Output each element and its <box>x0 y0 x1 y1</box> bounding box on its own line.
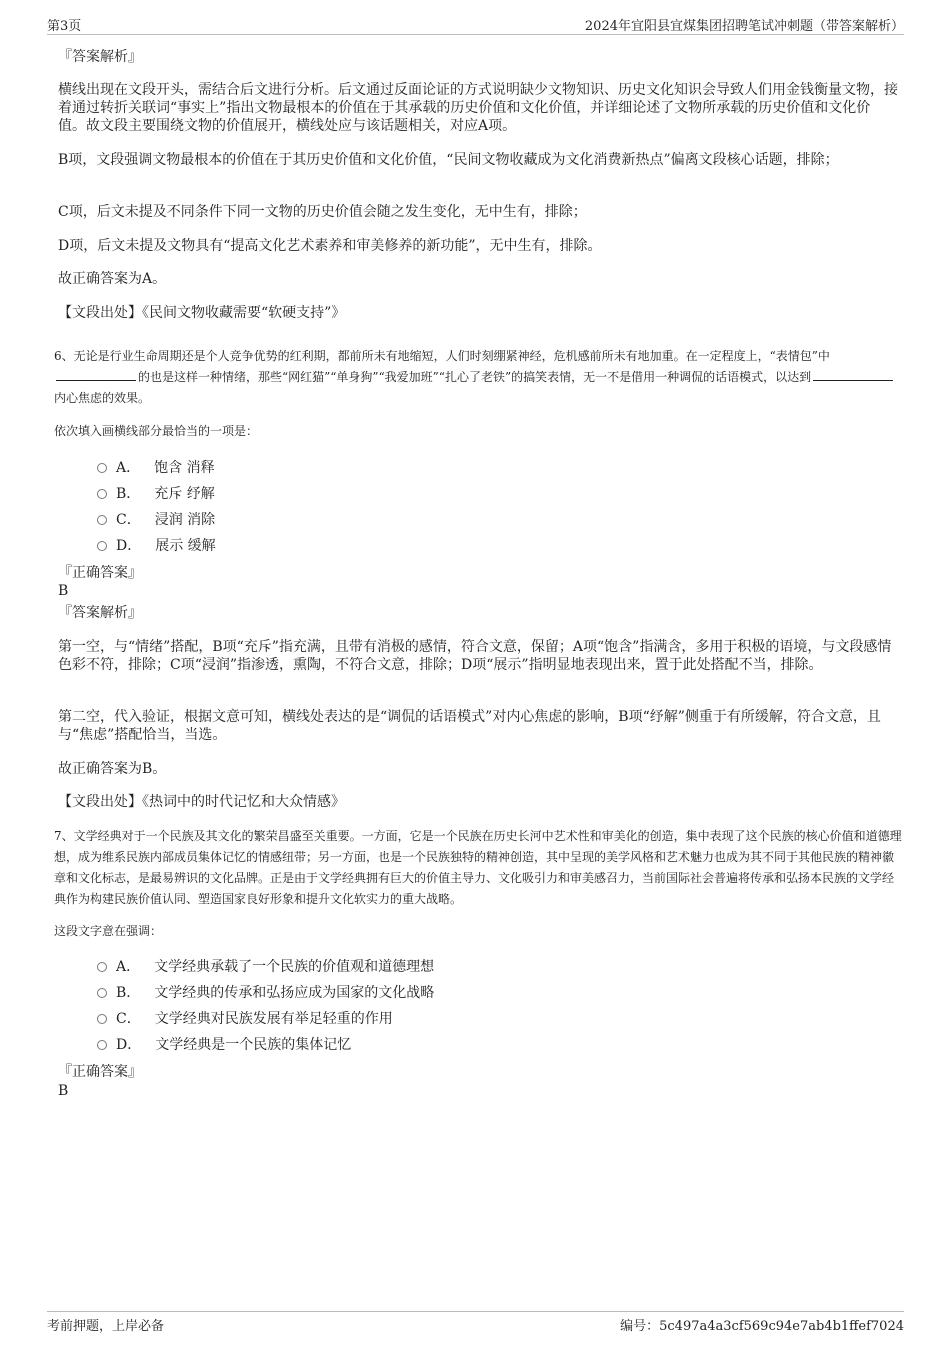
radio-icon[interactable] <box>97 1040 107 1050</box>
analysis-label: 『答案解析』 <box>58 605 142 621</box>
radio-icon[interactable] <box>97 541 107 551</box>
analysis-paragraph: 第一空，与“情绪”搭配，B项“充斥”指充满，且带有消极的感情，符合文意，保留；A项“饱含”指满含，多用于积极的语境，与文段感情色彩不符，排除；C项“浸润”指渗透，熏陶，不符合文意，排除；D项“展示”指明显地表现出来，置于此处搭配不当，排除。 <box>58 639 892 673</box>
answer-label: 『正确答案』 <box>58 1064 142 1080</box>
footer-slogan: 考前押题，上岸必备 <box>47 1319 165 1334</box>
radio-icon[interactable] <box>97 988 107 998</box>
analysis-paragraph: 故正确答案为A。 <box>58 271 167 287</box>
code-value: 5c497a4a3cf569c94e7ab4b1ffef7024 <box>659 1319 904 1334</box>
radio-icon[interactable] <box>97 463 107 473</box>
analysis-paragraph: C项，后文未提及不同条件下同一文物的历史价值会随之发生变化，无中生有，排除； <box>58 204 587 220</box>
q6-option-c[interactable]: C． 浸润 消除 <box>97 511 215 529</box>
question-6-text: 6、无论是行业生命周期还是个人竞争优势的红利期，都前所未有地缩短，人们时刻绷紧神经，危机感前所未有地加重。在一定程度上，“表情包”中的也是这样一种情绪，那些“网红猫”“单身狗”“我爱加班”“扎心了老铁”的搞笑表情，无一不是借用一种调侃的话语模式，以达到内心焦虑的效果。 <box>54 346 902 409</box>
q7-option-d[interactable]: D． 文学经典是一个民族的集体记忆 <box>97 1036 351 1054</box>
source-citation: 【文段出处】《热词中的时代记忆和大众情感》 <box>58 794 345 810</box>
question-7-text: 7、文学经典对于一个民族及其文化的繁荣昌盛至关重要。一方面，它是一个民族在历史长河中艺术性和审美化的创造，集中表现了这个民族的核心价值和道德理想，成为维系民族内部成员集体记忆的情感纽带；另一方面，也是一个民族独特的精神创造，其中呈现的美学风格和艺术魅力也成为其不同于其他民族的精神徽章和文化标志，是最易辨识的文化品牌。正是由于文学经典拥有巨大的价值主导力、文化吸引力和审美感召力，当前国际社会普遍将传承和弘扬本民族的文学经典作为构建民族价值认同、塑造国家良好形象和提升文化软实力的重大战略。 <box>54 829 902 906</box>
q6-option-d[interactable]: D． 展示 缓解 <box>97 537 216 555</box>
q6-option-b[interactable]: B． 充斥 纾解 <box>97 485 215 503</box>
answer-value: B <box>58 583 69 599</box>
radio-icon[interactable] <box>97 1014 107 1024</box>
q7-option-a[interactable]: A． 文学经典承载了一个民族的价值观和道德理想 <box>97 958 434 976</box>
question-6-prompt: 依次填入画横线部分最恰当的一项是： <box>54 424 259 438</box>
question-7-prompt: 这段文字意在强调： <box>54 924 163 938</box>
page-header <box>47 14 904 35</box>
source-citation: 【文段出处】《民间文物收藏需要“软硬支持”》 <box>58 305 346 321</box>
q6-option-a[interactable]: A． 饱含 消释 <box>97 459 215 477</box>
radio-icon[interactable] <box>97 962 107 972</box>
answer-label: 『正确答案』 <box>58 565 142 581</box>
blank-2 <box>813 368 893 381</box>
answer-value: B <box>58 1083 69 1099</box>
radio-icon[interactable] <box>97 515 107 525</box>
document-code: 编号：5c497a4a3cf569c94e7ab4b1ffef7024 <box>620 1319 904 1334</box>
blank-1 <box>56 368 136 381</box>
analysis-paragraph: B项，文段强调文物最根本的价值在于其历史价值和文化价值，“民间文物收藏成为文化消费新热点”偏离文段核心话题，排除； <box>58 152 839 168</box>
radio-icon[interactable] <box>97 489 107 499</box>
analysis-paragraph: D项，后文未提及文物具有“提高文化艺术素养和审美修养的新功能”，无中生有，排除。 <box>58 238 602 254</box>
q7-option-c[interactable]: C． 文学经典对民族发展有举足轻重的作用 <box>97 1010 393 1028</box>
analysis-paragraph: 故正确答案为B。 <box>58 761 167 777</box>
analysis-paragraph: 第二空，代入验证，根据文意可知，横线处表达的是“调侃的话语模式”对内心焦虑的影响，B项“纾解”侧重于有所缓解，符合文意，且与“焦虑”搭配恰当，当选。 <box>58 709 881 743</box>
page-number: 第3页 <box>47 19 82 34</box>
document-title: 2024年宜阳县宜煤集团招聘笔试冲刺题（带答案解析） <box>584 19 904 34</box>
analysis-paragraph: 横线出现在文段开头，需结合后文进行分析。后文通过反面论证的方式说明缺少文物知识、历史文化知识会导致人们用金钱衡量文物，接着通过转折关联词“事实上”指出文物最根本的价值在于其承载的历史价值和文化价值，并详细论述了文物所承载的历史价值和文化价值。故文段主要围绕文物的价值展开，横线处应与该话题相关，对应A项。 <box>58 82 898 134</box>
q7-option-b[interactable]: B． 文学经典的传承和弘扬应成为国家的文化战略 <box>97 984 434 1002</box>
analysis-label: 『答案解析』 <box>58 49 142 65</box>
page-footer <box>47 1311 904 1334</box>
